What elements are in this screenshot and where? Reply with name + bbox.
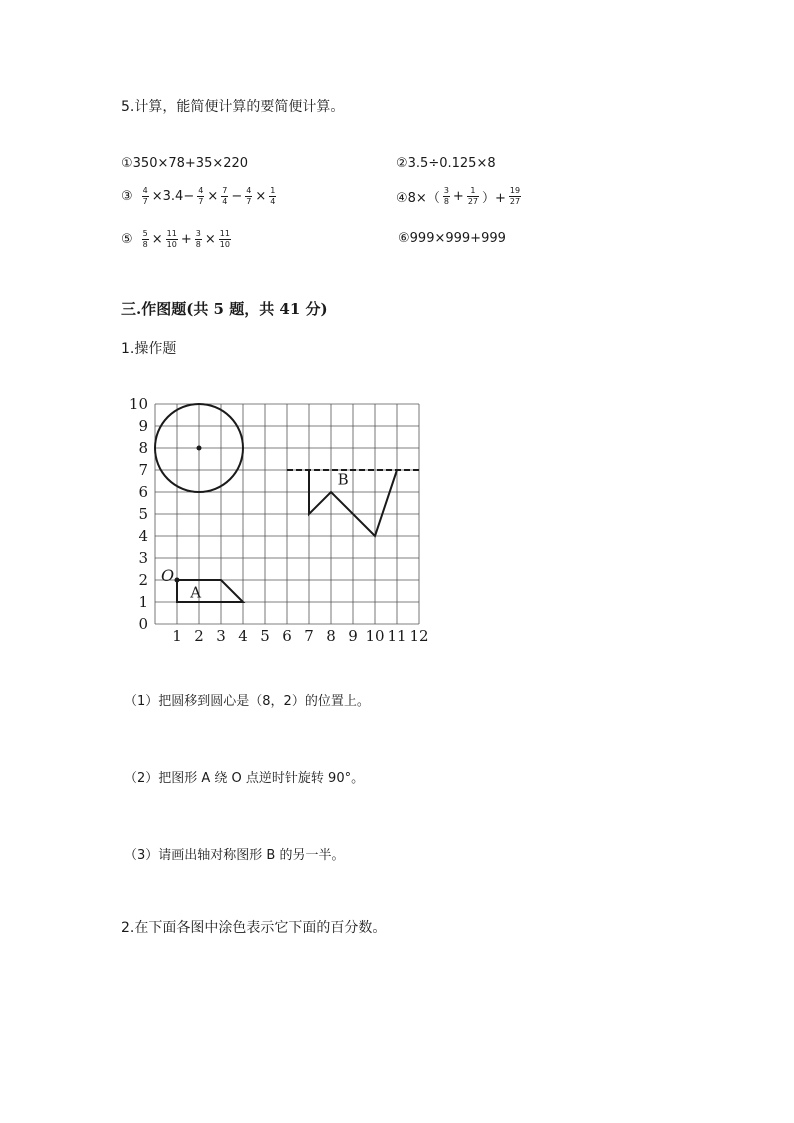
calc-item-6: ⑥999×999+999 (398, 231, 506, 246)
circle-center-dot (197, 446, 202, 451)
task-2: （2）把图形 A 绕 O 点逆时针旋转 90°。 (124, 771, 365, 786)
x-tick-label: 12 (409, 627, 429, 645)
operator-text: + (452, 189, 464, 204)
calc-item-3 (121, 186, 279, 207)
x-tick-label: 7 (304, 627, 314, 645)
item-5-mark: ⑤ (121, 232, 133, 247)
x-tick-label: 10 (365, 627, 385, 645)
coordinate-grid (120, 392, 440, 654)
fraction: $\frac{4}{7}$ (198, 186, 204, 206)
shape-a-label: A (190, 583, 202, 602)
operator-text: − (231, 189, 243, 204)
task-3: （3）请画出轴对称图形 B 的另一半。 (124, 848, 345, 863)
y-tick-label: 2 (138, 571, 148, 589)
shape-a (177, 580, 243, 602)
section-3-title: 三.作图题(共 5 题，共 41 分) (121, 300, 328, 318)
x-tick-label: 4 (238, 627, 248, 645)
question-5-title: 5.计算，能简便计算的要简便计算。 (121, 99, 345, 115)
calc-item-2: ②3.5÷0.125×8 (396, 156, 496, 171)
tick-labels (129, 395, 429, 645)
x-tick-label: 6 (282, 627, 292, 645)
x-tick-label: 2 (194, 627, 204, 645)
fraction: $\frac{11}{10}$ (219, 229, 230, 249)
operator-text: ）+ (482, 191, 506, 206)
fraction: $\frac{5}{8}$ (142, 229, 148, 249)
y-tick-label: 9 (138, 417, 148, 435)
operator-text: × (255, 189, 267, 204)
y-tick-label: 0 (138, 615, 148, 633)
fraction: $\frac{11}{10}$ (166, 229, 177, 249)
origin-label: O (161, 566, 175, 585)
fraction: $\frac{4}{7}$ (142, 186, 148, 206)
fraction: $\frac{3}{8}$ (443, 186, 449, 206)
x-tick-label: 5 (260, 627, 270, 645)
operation-question-title: 1.操作题 (121, 341, 177, 357)
operator-text: × (151, 232, 163, 247)
operator-text: + (180, 232, 192, 247)
y-tick-label: 4 (138, 527, 148, 545)
operator-text: ×3.4− (151, 189, 195, 204)
y-tick-label: 8 (138, 439, 148, 457)
operator-text: × (207, 189, 219, 204)
y-tick-label: 10 (128, 395, 148, 413)
question-2-title: 2.在下面各图中涂色表示它下面的百分数。 (121, 920, 387, 936)
y-tick-label: 1 (138, 593, 148, 611)
x-tick-label: 9 (348, 627, 358, 645)
fraction: $\frac{19}{27}$ (509, 186, 521, 206)
fraction: $\frac{7}{4}$ (222, 186, 228, 206)
fraction: $\frac{1}{4}$ (270, 186, 276, 206)
operator-text: × (204, 232, 216, 247)
item-3-mark: ③ (121, 189, 133, 204)
y-tick-label: 7 (138, 461, 148, 479)
figures (155, 404, 421, 602)
fraction: $\frac{3}{8}$ (195, 229, 201, 249)
fraction: $\frac{1}{27}$ (467, 186, 479, 206)
origin-point (175, 578, 180, 583)
y-tick-label: 3 (138, 549, 148, 567)
calc-item-1: ①350×78+35×220 (121, 156, 249, 171)
x-tick-label: 3 (216, 627, 226, 645)
y-tick-label: 5 (138, 505, 148, 523)
x-tick-label: 11 (387, 627, 407, 645)
y-tick-label: 6 (138, 483, 148, 501)
item-4-mark: ④8×（ (396, 191, 440, 206)
calc-item-5 (121, 229, 234, 250)
x-tick-label: 8 (326, 627, 336, 645)
shape-b-label: B (337, 470, 349, 489)
calc-item-4 (396, 186, 524, 207)
fraction: $\frac{4}{7}$ (246, 186, 252, 206)
x-tick-label: 1 (172, 627, 182, 645)
task-1: （1）把圆移到圆心是（8，2）的位置上。 (124, 694, 370, 709)
